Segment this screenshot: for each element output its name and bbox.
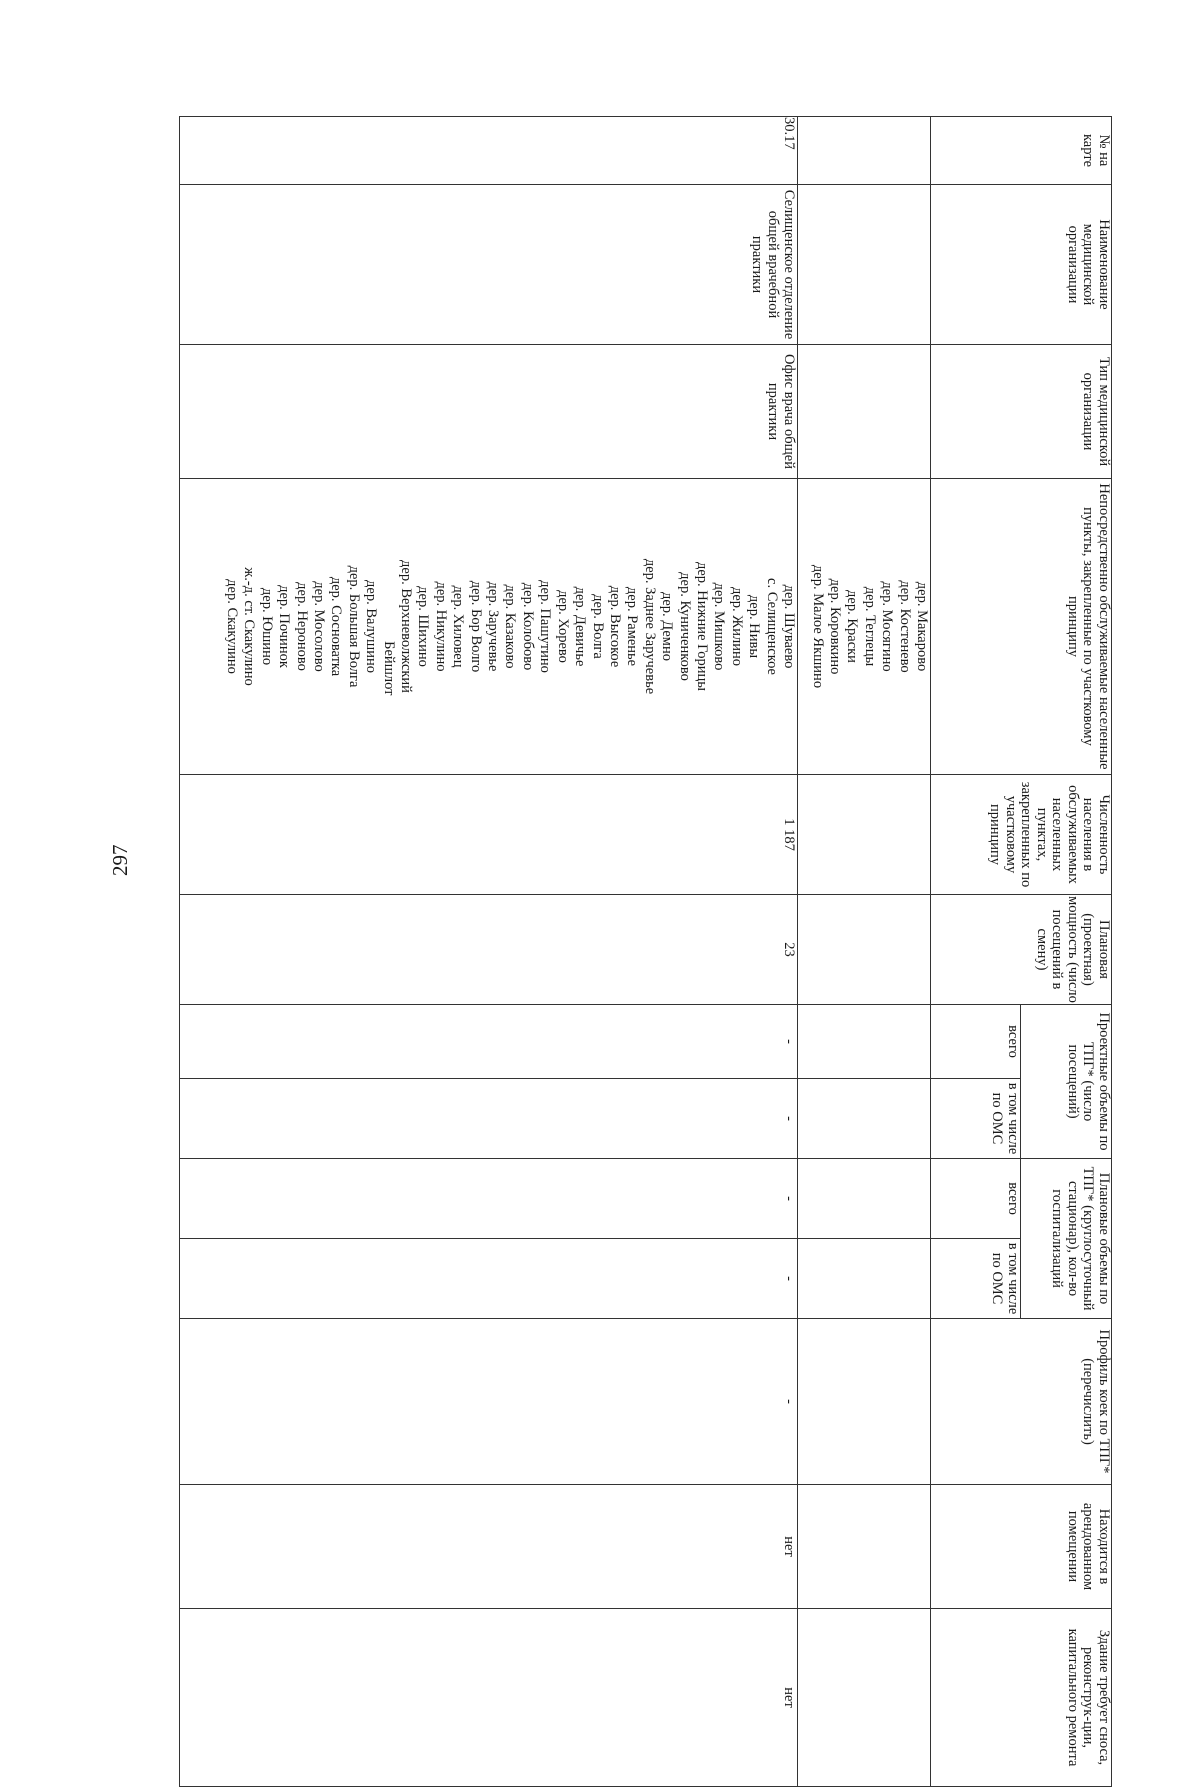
header-population: Численность населения в обслуживаемых населенных пунктах, закрепленных по участковому принципу <box>931 775 1112 895</box>
organizations-table <box>179 116 1112 1787</box>
header-map-no: № на карте <box>931 117 1112 185</box>
settlement-item: дер. Жилино <box>728 586 745 667</box>
settlement-item: дер. Волга <box>589 594 606 659</box>
settlement-item: дер. Демно <box>659 591 676 661</box>
settlement-item: дер. Шихино <box>415 586 432 667</box>
settlement-item: дер. Малое Якшино <box>809 564 826 689</box>
header-capacity: Плановая (проектная) мощность (число посещений в смену) <box>931 895 1112 1005</box>
cell-empty <box>798 1319 931 1485</box>
cell-empty <box>798 895 931 1005</box>
cell-org-type: Офис врача общей практики <box>180 345 798 479</box>
header-row <box>1021 117 1112 1787</box>
settlement-item: дер. Теглецы <box>861 586 878 667</box>
settlement-item: дер. Никулино <box>432 581 449 672</box>
settlement-item: дер. Мишково <box>711 582 728 671</box>
settlement-item: дер. Коровкино <box>826 578 843 675</box>
settlement-item: дер. Сосноватка <box>328 576 345 677</box>
settlement-item: дер. Нижние Горицы <box>693 561 710 691</box>
cell-visits-total: - <box>180 1005 798 1079</box>
header-visits-total: всего <box>931 1005 1021 1079</box>
cell-empty <box>798 345 931 479</box>
settlement-item: дер. Шуваево <box>781 584 797 669</box>
settlement-item: дер. Верхневолжский <box>398 560 415 693</box>
cell-rented: нет <box>180 1485 798 1609</box>
settlement-item: дер. Колобово <box>519 582 536 671</box>
header-hospitalizations: Плановые объемы по ТПГ* (круглосуточный стационар), кол-во госпитализаций <box>1021 1159 1112 1319</box>
settlement-item: дер. Заручевье <box>485 581 502 672</box>
cell-empty <box>798 1239 931 1319</box>
cell-bed-profile: - <box>180 1319 798 1485</box>
settlement-item: дер. Высокое <box>606 585 623 668</box>
settlement-list <box>223 554 797 700</box>
header-settlements: Непосредственно обслуживаемые населенные пункты, закрепленные по участковому принципу <box>931 479 1112 775</box>
settlement-item: дер. Раменье <box>624 586 641 667</box>
settlement-item: дер. Девичье <box>572 586 589 667</box>
header-org-name: Наименование медицинской организации <box>931 185 1112 345</box>
cell-empty <box>798 1079 931 1159</box>
settlement-item: дер. Большая Волга <box>345 565 362 688</box>
settlement-item: дер. Юшино <box>258 587 275 666</box>
settlements-cell <box>180 479 798 775</box>
settlement-item: Бейшлот <box>380 641 397 696</box>
settlement-item: дер. Пашутино <box>537 580 554 673</box>
header-repair: Здание требует сноса, реконструк-ции, капитального ремонта <box>931 1609 1112 1787</box>
cell-empty <box>798 1485 931 1609</box>
settlement-item: дер. Заднее Заручевье <box>641 558 658 695</box>
cell-empty <box>798 1159 931 1239</box>
header-bed-profile: Профиль коек по ТПГ* (перечислить) <box>931 1319 1112 1485</box>
cell-org-name: Селищенское отделение общей врачебной практики <box>180 185 798 345</box>
continuation-row <box>798 117 931 1787</box>
settlement-item: дер. Мосягино <box>879 581 896 672</box>
cell-empty <box>798 775 931 895</box>
cell-hosp-total: - <box>180 1159 798 1239</box>
cell-hosp-oms: - <box>180 1239 798 1319</box>
cell-capacity: 23 <box>180 895 798 1005</box>
cell-empty <box>798 1005 931 1079</box>
settlement-item: дер. Краски <box>844 590 861 663</box>
settlement-item: с. Селищенское <box>763 578 780 675</box>
cell-empty <box>798 117 931 185</box>
cell-empty <box>798 185 931 345</box>
header-visits-oms: в том числе по ОМС <box>931 1079 1021 1159</box>
continuation-settlements-cell <box>798 479 931 775</box>
cell-population: 1 187 <box>180 775 798 895</box>
settlement-item: дер. Костенево <box>896 580 913 673</box>
rotated-table-wrapper <box>180 116 1112 1767</box>
settlement-item: дер. Макарово <box>914 581 930 672</box>
header-hosp-total: всего <box>931 1159 1021 1239</box>
settlement-item: дер. Казаково <box>502 584 519 669</box>
cell-map-no: 30.17 <box>180 117 798 185</box>
header-visits: Проектные объемы по ТПГ* (число посещений) <box>1021 1005 1112 1159</box>
settlement-item: дер. Хиловец <box>450 585 467 668</box>
settlement-item: дер. Нивы <box>746 594 763 659</box>
settlement-item: дер. Починок <box>276 585 293 668</box>
header-hosp-oms: в том числе по ОМС <box>931 1239 1021 1319</box>
header-rented: Находится в арендованном помещении <box>931 1485 1112 1609</box>
settlement-item: дер. Нероново <box>293 582 310 671</box>
cell-visits-oms: - <box>180 1079 798 1159</box>
settlement-item: дер. Мосолово <box>311 581 328 672</box>
settlement-item: ж.-д. ст. Скакулино <box>241 567 258 686</box>
cell-empty <box>798 1609 931 1787</box>
cell-repair: нет <box>180 1609 798 1787</box>
header-org-type: Тип медицинской организации <box>931 345 1112 479</box>
settlement-item: дер. Куниченково <box>676 572 693 681</box>
settlement-item: дер. Валушино <box>363 580 380 673</box>
settlement-item: дер. Бор Волго <box>467 580 484 673</box>
settlement-item: дер. Скакулино <box>224 579 240 674</box>
page-number: 297 <box>108 844 132 876</box>
settlement-item: дер. Хорево <box>554 590 571 663</box>
continuation-settlement-list <box>808 554 930 700</box>
table-row <box>180 117 798 1787</box>
